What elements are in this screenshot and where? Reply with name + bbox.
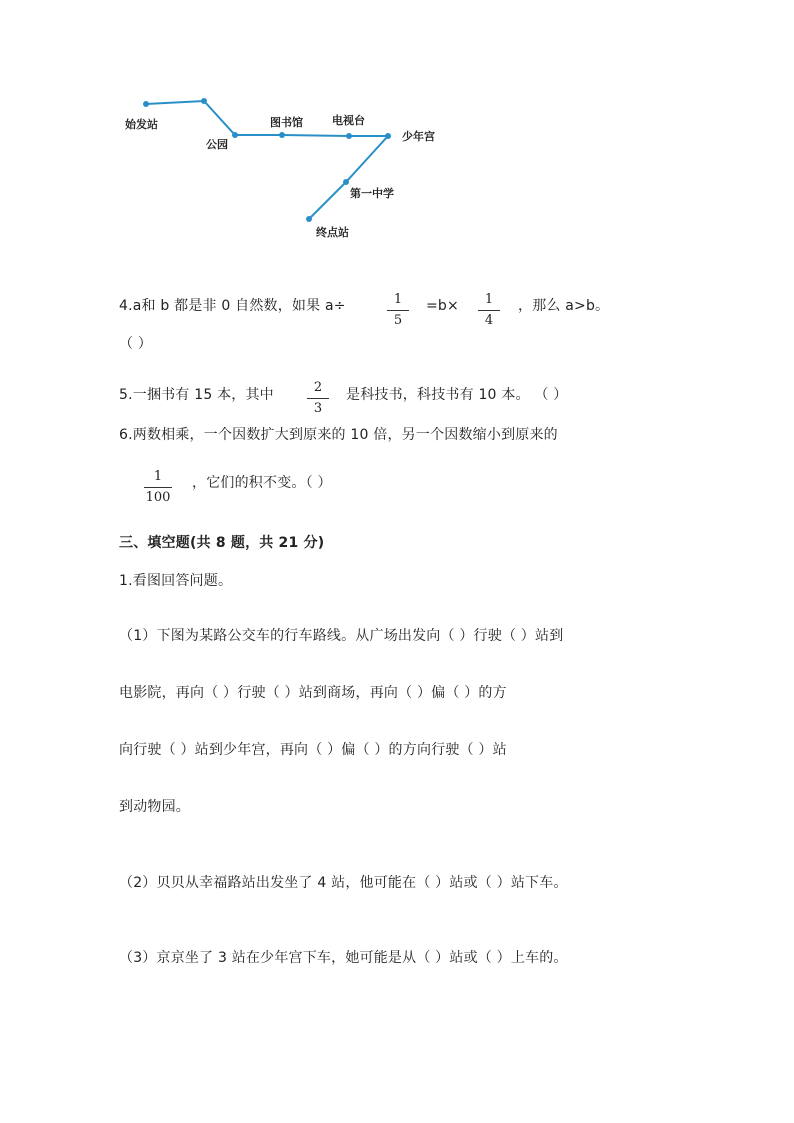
station-dot-park bbox=[232, 132, 238, 138]
q5-text-before: 5.一捆书有 15 本，其中 bbox=[119, 387, 274, 403]
bus-route-map bbox=[0, 0, 794, 260]
p2-text: （2）贝贝从幸福路站出发坐了 4 站，他可能在（ ）站或（ ）站下车。 bbox=[119, 875, 568, 891]
station-dot-library bbox=[279, 132, 285, 138]
station-dot-youth-palace bbox=[385, 133, 391, 139]
q6-text-after: ，它们的积不变。（ ） bbox=[192, 475, 332, 491]
p1-line-1: （1）下图为某路公交车的行车路线。从广场出发向（ ）行驶（ ）站到 bbox=[119, 628, 564, 644]
q5-text-after: 是科技书，科技书有 10 本。 （ ） bbox=[346, 387, 568, 403]
q4-text-middle: =b× bbox=[426, 298, 459, 314]
p1-line-4: 到动物园。 bbox=[119, 799, 190, 815]
fraction-bar bbox=[144, 487, 172, 488]
section-3-title: 三、填空题(共 8 题，共 21 分) bbox=[119, 535, 325, 551]
q6-frac-numerator: 1 bbox=[153, 469, 163, 484]
p3-text: （3）京京坐了 3 站在少年宫下车，她可能是从（ ）站或（ ）上车的。 bbox=[119, 950, 568, 966]
station-label-start: 始发站 bbox=[125, 118, 158, 131]
q4-fraction-2 bbox=[474, 292, 504, 329]
q4-frac1-denominator: 5 bbox=[393, 313, 403, 328]
station-label-park: 公园 bbox=[206, 138, 228, 151]
fraction-bar bbox=[387, 310, 409, 311]
p1-line-3: 向行驶（ ）站到少年宫，再向（ ）偏（ ）的方向行驶（ ）站 bbox=[119, 742, 507, 758]
q5-fraction bbox=[303, 380, 333, 417]
q4-answer-bracket[interactable]: （ ） bbox=[119, 336, 153, 352]
fraction-bar bbox=[307, 398, 329, 399]
station-label-library: 图书馆 bbox=[270, 116, 303, 129]
station-label-end: 终点站 bbox=[316, 226, 349, 239]
q6-text-line1: 6.两数相乘，一个因数扩大到原来的 10 倍，另一个因数缩小到原来的 bbox=[119, 427, 558, 443]
q4-frac2-numerator: 1 bbox=[484, 292, 494, 307]
q5-frac-denominator: 3 bbox=[313, 401, 323, 416]
q4-text-before: 4.a和 b 都是非 0 自然数，如果 a÷ bbox=[119, 298, 346, 314]
station-dot-school bbox=[343, 179, 349, 185]
q4-fraction-1 bbox=[383, 292, 413, 329]
station-label-school: 第一中学 bbox=[350, 187, 394, 200]
p1-line-2: 电影院，再向（ ）行驶（ ）站到商场，再向（ ）偏（ ）的方 bbox=[119, 685, 507, 701]
station-dot-bend bbox=[201, 98, 207, 104]
q5-frac-numerator: 2 bbox=[313, 380, 323, 395]
station-label-youth-palace: 少年宫 bbox=[402, 130, 435, 143]
q1-title: 1.看图回答问题。 bbox=[119, 573, 233, 589]
station-dot-tv bbox=[346, 133, 352, 139]
station-label-tv: 电视台 bbox=[332, 114, 365, 127]
q6-fraction bbox=[140, 469, 176, 506]
fraction-bar bbox=[478, 310, 500, 311]
q4-frac2-denominator: 4 bbox=[484, 313, 494, 328]
station-dot-end bbox=[306, 216, 312, 222]
q6-frac-denominator: 100 bbox=[145, 490, 171, 505]
q4-frac1-numerator: 1 bbox=[393, 292, 403, 307]
station-dot-start bbox=[143, 101, 149, 107]
q4-text-after: ，那么 a>b。 bbox=[518, 298, 610, 314]
